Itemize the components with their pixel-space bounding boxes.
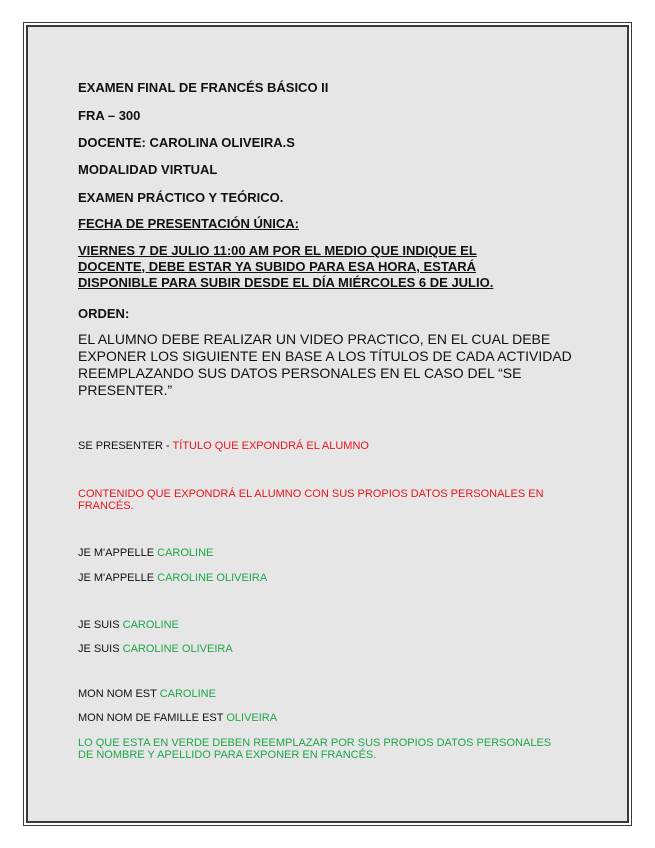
example-line-2 (78, 572, 267, 584)
example-5-green: CAROLINE (159, 688, 216, 700)
date-text-line-1: VIERNES 7 DE JULIO 11:00 AM POR EL MEDIO QUE INDIQUE EL (78, 243, 477, 258)
example-1-green: CAROLINE (157, 547, 214, 559)
legend-title-black: SE PRESENTER - (78, 440, 170, 452)
example-6-black: MON NOM DE FAMILLE EST (78, 712, 224, 724)
date-text-line-3: DISPONIBLE PARA SUBIR DESDE EL DÍA MIÉRCOLES 6 DE JULIO. (78, 275, 494, 290)
example-line-3 (78, 619, 179, 631)
order-label: ORDEN: (78, 306, 130, 321)
exam-title: EXAMEN FINAL DE FRANCÉS BÁSICO II (78, 80, 329, 95)
example-3-green: CAROLINE (122, 619, 179, 631)
example-2-green: CAROLINE OLIVEIRA (157, 572, 268, 584)
legend-title-line (78, 440, 369, 452)
example-4-black: JE SUIS (78, 643, 120, 655)
example-2-black: JE M'APPELLE (78, 572, 155, 584)
example-line-5 (78, 688, 216, 700)
green-note: LO QUE ESTA EN VERDE DEBEN REEMPLAZAR POR SUS PROPIOS DATOS PERSONALES DE NOMBRE Y APELLIDO PARA EXPONER EN FRANCÉS. (78, 737, 552, 761)
date-text-line-2: DOCENTE, DEBE ESTAR YA SUBIDO PARA ESA HORA, ESTARÁ (78, 259, 476, 274)
date-label: FECHA DE PRESENTACIÓN ÚNICA: (78, 216, 300, 231)
example-3-black: JE SUIS (78, 619, 120, 631)
example-6-green: OLIVEIRA (226, 712, 278, 724)
modality-line: MODALIDAD VIRTUAL (78, 162, 218, 177)
example-5-black: MON NOM EST (78, 688, 157, 700)
exam-type-line: EXAMEN PRÁCTICO Y TEÓRICO. (78, 190, 284, 205)
legend-title-red: TÍTULO QUE EXPONDRÁ EL ALUMNO (172, 440, 369, 452)
example-4-green: CAROLINE OLIVEIRA (122, 643, 233, 655)
example-1-black: JE M'APPELLE (78, 547, 155, 559)
legend-content-red: CONTENIDO QUE EXPONDRÁ EL ALUMNO CON SUS PROPIOS DATOS PERSONALES EN FRANCÉS. (78, 488, 544, 512)
example-line-4 (78, 643, 233, 655)
teacher-line: DOCENTE: CAROLINA OLIVEIRA.S (78, 135, 295, 150)
order-paragraph: EL ALUMNO DEBE REALIZAR UN VIDEO PRACTICO, EN EL CUAL DEBE EXPONER LOS SIGUIENTE EN BASE A LOS TÍTULOS DE CADA ACTIVIDAD REEMPLAZANDO SUS DATOS PERSONALES EN EL CASO DEL “SE PRESENTER.” (78, 331, 572, 398)
course-code: FRA – 300 (78, 108, 141, 123)
document-page (26, 25, 629, 823)
example-line-1 (78, 547, 213, 559)
example-line-6 (78, 712, 277, 724)
